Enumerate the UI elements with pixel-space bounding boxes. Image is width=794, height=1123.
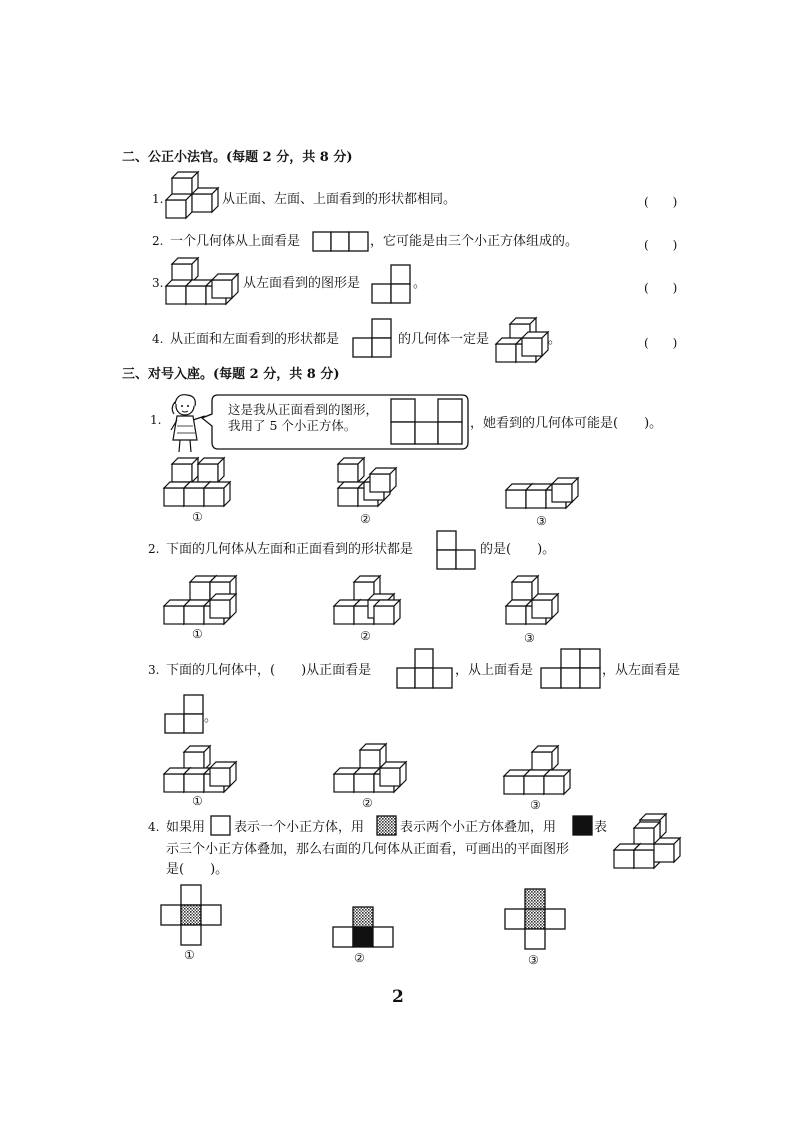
s3-q4-number: 4. <box>148 820 160 834</box>
s3-q4-option2-figure[interactable] <box>332 906 396 948</box>
s2-q2-text-b: ，它可能是由三个小正方体组成的。 <box>370 234 579 249</box>
s2-q3-number: 3. <box>152 276 164 290</box>
s3-q2-option2-figure[interactable] <box>334 574 404 628</box>
s3-q1-option1-label: ① <box>192 510 203 524</box>
section3-heading: 三、对号入座。(每题 2 分，共 8 分) <box>122 367 340 382</box>
s3-q4-option1-figure[interactable] <box>160 884 224 946</box>
s3-q2-text-a: 下面的几何体从左面和正面看到的形状都是 <box>166 542 414 557</box>
s3-q4-option1-label: ① <box>184 948 195 962</box>
s3-q4-line1-a: 如果用 <box>166 820 206 835</box>
s2-q2-top-view-grid <box>312 231 370 253</box>
s3-q3-top-view-grid <box>540 648 602 690</box>
s3-q2-option3-figure[interactable] <box>504 574 560 628</box>
s3-q2-option3-label: ③ <box>524 631 535 645</box>
page-number: 2 <box>392 987 404 1007</box>
s2-q4-text-b: 的几何体一定是 <box>398 332 490 347</box>
s2-q2-answer-paren[interactable]: ( ) <box>644 238 678 252</box>
s3-q1-option2-label: ② <box>360 512 371 526</box>
s2-q4-cubes-figure <box>496 316 548 362</box>
bubble-line2: 我用了 5 个小正方体。 <box>228 418 357 433</box>
s3-q3-option3-figure[interactable] <box>504 744 576 796</box>
s3-q4-line1-c: 表示两个小正方体叠加，用 <box>400 820 557 835</box>
double-cube-symbol <box>376 815 398 837</box>
s3-q3-option1-label: ① <box>192 794 203 808</box>
s3-q1-after-text: ，她看到的几何体可能是( )。 <box>470 416 663 431</box>
s3-q4-option3-figure[interactable] <box>504 888 568 950</box>
s2-q3-text-b: 。 <box>413 276 427 291</box>
s2-q4-answer-paren[interactable]: ( ) <box>644 336 678 350</box>
triple-cube-symbol <box>572 815 594 837</box>
bubble-line1: 这是我从正面看到的图形， <box>228 402 379 417</box>
s3-q2-view-grid <box>436 530 478 570</box>
single-cube-symbol <box>210 815 232 837</box>
s2-q3-answer-paren[interactable]: ( ) <box>644 281 678 295</box>
s3-q3-option2-label: ② <box>362 796 373 810</box>
s3-q3-text-d: 。 <box>204 710 218 725</box>
s3-q3-left-view-grid <box>164 694 206 734</box>
s3-q2-option1-label: ① <box>192 627 203 641</box>
s3-q3-option1-figure[interactable] <box>164 744 240 794</box>
s3-q1-front-view-grid <box>390 398 464 446</box>
s3-q2-option2-label: ② <box>360 629 371 643</box>
s3-q4-option2-label: ② <box>354 951 365 965</box>
s2-q3-left-view-grid <box>371 264 413 304</box>
s3-q3-number: 3. <box>148 663 160 677</box>
s2-q1-number: 1. <box>152 192 164 206</box>
section2-heading: 二、公正小法官。(每题 2 分，共 8 分) <box>122 150 353 165</box>
s3-q4-line2: 示三个小正方体叠加，那么右面的几何体从正面看，可画出的平面图形 <box>166 842 570 857</box>
s2-q4-view-grid <box>352 318 394 358</box>
s3-q1-option2-figure[interactable] <box>336 456 402 510</box>
s3-q2-text-b: 的是( )。 <box>480 542 556 557</box>
s2-q2-number: 2. <box>152 234 164 248</box>
s3-q3-front-view-grid <box>396 648 454 690</box>
s3-q3-option2-figure[interactable] <box>334 742 410 794</box>
s3-q2-option1-figure[interactable] <box>164 574 240 628</box>
s3-q3-text-b: ，从上面看是 <box>455 663 534 678</box>
s2-q2-text-a: 一个几何体从上面看是 <box>170 234 301 249</box>
s3-q1-option3-figure[interactable] <box>506 478 582 512</box>
s3-q3-text-a: 下面的几何体中，( )从正面看是 <box>166 663 372 678</box>
s2-q1-text: 从正面、左面、上面看到的形状都相同。 <box>222 192 457 207</box>
s2-q1-cubes-figure <box>166 170 222 220</box>
s3-q4-line1-b: 表示一个小正方体，用 <box>234 820 365 835</box>
s3-q1-option3-label: ③ <box>536 514 547 528</box>
s3-q3-text-c: ，从左面看是 <box>602 663 681 678</box>
s2-q4-text-a: 从正面和左面看到的形状都是 <box>170 332 340 347</box>
s3-q1-option1-figure[interactable] <box>164 456 234 508</box>
s3-q4-solid-figure <box>614 812 686 870</box>
s3-q2-number: 2. <box>148 542 160 556</box>
s2-q3-cubes-figure <box>166 256 242 306</box>
s3-q4-line1-d: 表 <box>594 820 608 835</box>
s3-q4-option3-label: ③ <box>528 953 539 967</box>
s2-q4-text-c: 。 <box>548 332 562 347</box>
s2-q1-answer-paren[interactable]: ( ) <box>644 195 678 209</box>
s3-q3-option3-label: ③ <box>530 798 541 812</box>
s2-q3-text-a: 从左面看到的图形是 <box>243 276 361 291</box>
s3-q4-line3: 是( )。 <box>166 862 229 877</box>
s2-q4-number: 4. <box>152 332 164 346</box>
s3-q1-number: 1. <box>150 413 162 427</box>
